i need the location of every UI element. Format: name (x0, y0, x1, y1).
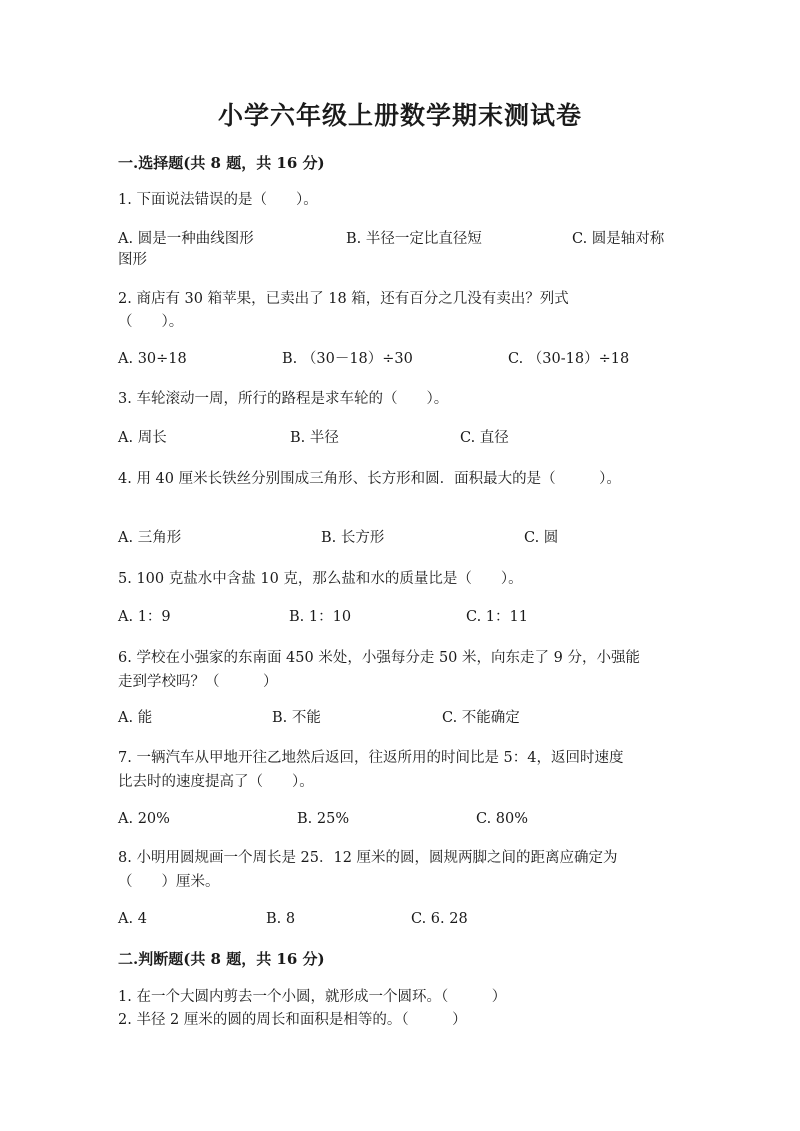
q6-option-c: C. 不能确定 (442, 710, 520, 726)
section-heading-judgment: 二.判断题(共 8 题，共 16 分) (118, 950, 325, 968)
q5-option-b: B. 1：10 (289, 609, 352, 625)
q6-option-a: A. 能 (118, 710, 153, 726)
q8-option-a: A. 4 (118, 911, 147, 927)
q5-option-c: C. 1：11 (466, 609, 528, 625)
question-6-line2: 走到学校吗？（ ） (118, 674, 278, 690)
question-8-line2: （ ）厘米。 (118, 874, 220, 890)
q3-option-a: A. 周长 (118, 430, 167, 446)
q4-option-a: A. 三角形 (118, 530, 182, 546)
question-6-line1: 6. 学校在小强家的东南面 450 米处，小强每分走 50 米，向东走了 9 分，小强能 (118, 650, 640, 666)
question-1: 1. 下面说法错误的是（ ）。 (118, 192, 318, 208)
section-heading-choice: 一.选择题(共 8 题，共 16 分) (118, 154, 325, 172)
question-2-line1: 2. 商店有 30 箱苹果，已卖出了 18 箱，还有百分之几没有卖出？列式 (118, 291, 569, 307)
q7-option-a: A. 20% (118, 811, 170, 827)
q1-option-a: A. 圆是一种曲线图形 (118, 231, 254, 247)
q4-option-b: B. 长方形 (321, 530, 385, 546)
q8-option-b: B. 8 (266, 911, 296, 927)
q2-option-a: A. 30÷18 (118, 351, 187, 367)
question-7-line2: 比去时的速度提高了（ ）。 (118, 774, 314, 790)
question-4: 4. 用 40 厘米长铁丝分别围成三角形、长方形和圆．面积最大的是（ ）。 (118, 471, 621, 487)
q4-option-c: C. 圆 (524, 530, 559, 546)
question-8-line1: 8. 小明用圆规画一个周长是 25．12 厘米的圆，圆规两脚之间的距离应确定为 (118, 850, 618, 866)
question-5: 5. 100 克盐水中含盐 10 克，那么盐和水的质量比是（ ）。 (118, 571, 523, 587)
q7-option-b: B. 25% (297, 811, 350, 827)
question-7-line1: 7. 一辆汽车从甲地开往乙地然后返回，往返所用的时间比是 5：4，返回时速度 (118, 750, 624, 766)
q2-option-b: B. （30－18）÷30 (282, 351, 413, 367)
q5-option-a: A. 1：9 (118, 609, 171, 625)
q6-option-b: B. 不能 (272, 710, 321, 726)
q1-option-b: B. 半径一定比直径短 (346, 231, 482, 247)
q3-option-c: C. 直径 (460, 430, 509, 446)
question-3: 3. 车轮滚动一周，所行的路程是求车轮的（ ）。 (118, 391, 449, 407)
judgment-item-2: 2. 半径 2 厘米的圆的周长和面积是相等的。（ ） (118, 1012, 467, 1028)
q7-option-c: C. 80% (476, 811, 529, 827)
judgment-item-1: 1. 在一个大圆内剪去一个小圆，就形成一个圆环。（ ） (118, 989, 507, 1005)
q2-option-c: C. （30-18）÷18 (508, 351, 630, 367)
q1-option-c: C. 圆是轴对称 (572, 231, 665, 247)
question-2-line2: （ ）。 (118, 314, 184, 330)
page-title: 小学六年级上册数学期末测试卷 (217, 101, 582, 130)
q3-option-b: B. 半径 (290, 430, 339, 446)
q1-option-a-wrap: 图形 (118, 252, 147, 268)
q8-option-c: C. 6. 28 (411, 911, 468, 927)
